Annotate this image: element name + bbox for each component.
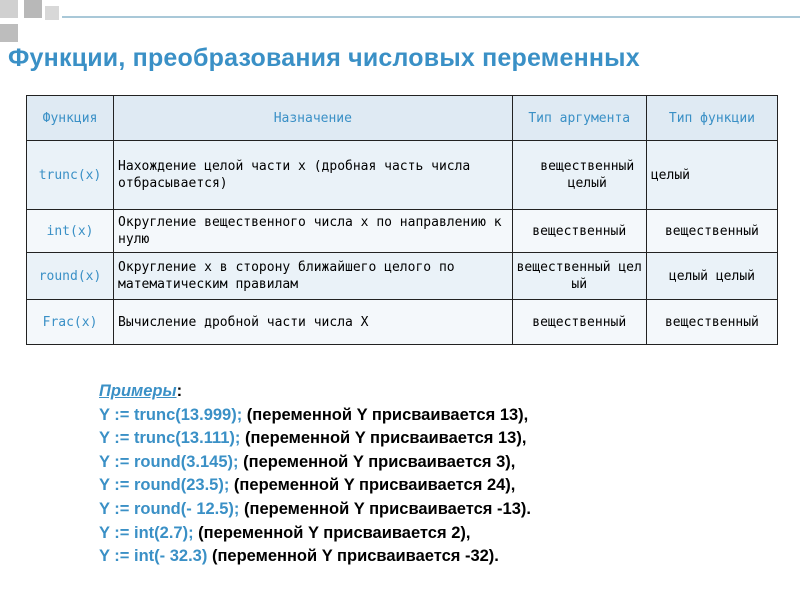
cell-purpose: Округление х в сторону ближайшего целого по математическим правилам (114, 253, 513, 300)
example-line (99, 474, 531, 498)
cell-func-type: целый целый (646, 253, 777, 300)
header-rule (62, 16, 800, 18)
cell-function: trunc(x) (27, 141, 114, 210)
example-code: Y := round(23.5); (99, 476, 230, 495)
examples-block (99, 380, 531, 569)
example-comment: (переменной Y присваивается -13). (239, 499, 531, 518)
cell-func-type: целый (646, 141, 777, 210)
example-comment: (переменной Y присваивается 3), (238, 452, 516, 471)
cell-purpose: Вычисление дробной части числа Х (114, 300, 513, 345)
cell-arg-type: вещественный целый (512, 253, 646, 300)
table-row (27, 253, 778, 300)
cell-func-type: вещественный (646, 210, 777, 253)
examples-heading: Примеры (99, 382, 177, 400)
cell-function: round(x) (27, 253, 114, 300)
example-comment: (переменной Y присваивается 13), (240, 429, 527, 448)
table-row (27, 300, 778, 345)
example-code: Y := trunc(13.999); (99, 405, 243, 424)
example-code: Y := int(- 32.3) (99, 547, 208, 566)
example-code: Y := trunc(13.111); (99, 429, 241, 448)
example-line (99, 522, 531, 546)
example-code: Y := int(2.7); (99, 523, 194, 542)
cell-func-type: вещественный (646, 300, 777, 345)
example-line (99, 498, 531, 522)
cell-purpose: Нахождение целой части х (дробная часть числа отбрасывается) (114, 141, 513, 210)
table-row (27, 210, 778, 253)
example-comment: (переменной Y присваивается 13), (242, 405, 529, 424)
cell-arg-type: вещественный целый (512, 141, 646, 210)
cell-function: int(x) (27, 210, 114, 253)
header-func-type: Тип функции (646, 96, 777, 141)
example-line (99, 427, 531, 451)
example-code: Y := round(- 12.5); (99, 499, 240, 518)
table-row (27, 141, 778, 210)
table-header-row (27, 96, 778, 141)
cell-purpose: Округление вещественного числа х по направлению к нулю (114, 210, 513, 253)
header-function: Функция (27, 96, 114, 141)
slide-title: Функции, преобразования числовых переменных (8, 44, 640, 72)
example-comment: (переменной Y присваивается 2), (193, 523, 471, 542)
examples-heading-line (99, 380, 531, 404)
cell-arg-type: вещественный (512, 210, 646, 253)
cell-function: Frac(x) (27, 300, 114, 345)
decorative-square (45, 6, 59, 20)
header-purpose: Назначение (114, 96, 513, 141)
example-comment: (переменной Y присваивается -32). (207, 547, 499, 566)
example-line (99, 404, 531, 428)
example-comment: (переменной Y присваивается 24), (229, 476, 516, 495)
examples-colon: : (176, 382, 183, 400)
example-line (99, 545, 531, 569)
cell-arg-type: вещественный (512, 300, 646, 345)
decorative-square (24, 0, 42, 18)
example-line (99, 451, 531, 475)
decorative-square (0, 24, 18, 42)
example-code: Y := round(3.145); (99, 452, 239, 471)
header-arg-type: Тип аргумента (512, 96, 646, 141)
functions-table (26, 95, 778, 345)
decorative-square (0, 0, 18, 18)
